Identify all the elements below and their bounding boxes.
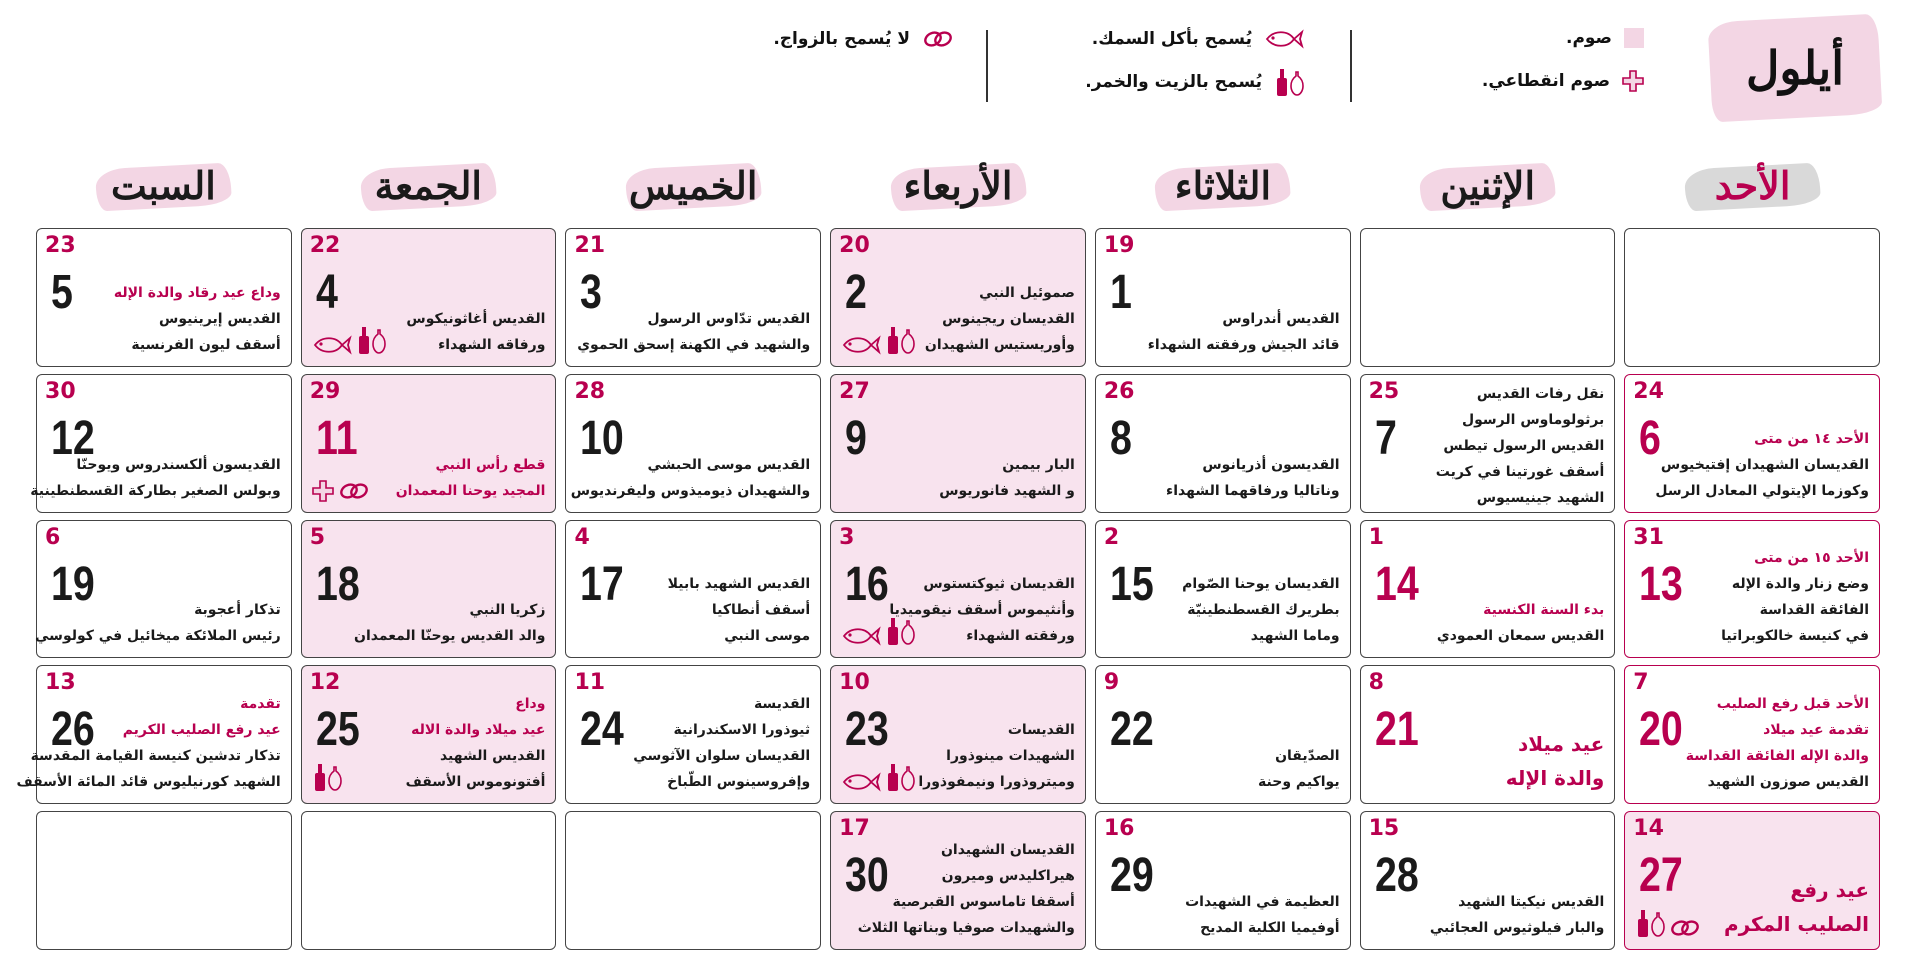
day-text-line: القديسان يوحنا الصّوام [1182, 576, 1340, 593]
day-text [1695, 545, 1869, 649]
day-text-line: عيد رفع الصليب الكريم [122, 722, 281, 739]
day-text-line: القديس الشهيد بابيلا [667, 576, 811, 593]
julian-date: 13 [45, 670, 76, 696]
day-text [1166, 571, 1340, 649]
legend-fish [1092, 28, 1304, 50]
fish-icon [312, 334, 352, 356]
day-text [1685, 691, 1869, 795]
julian-date: 21 [574, 233, 606, 258]
day-text-line: القديسة [753, 696, 811, 713]
julian-date: 15 [1368, 816, 1400, 842]
day-text-line: القديس الرسول تيطس [1443, 437, 1605, 454]
oil-wine-icon [356, 324, 386, 356]
empty-day-cell [36, 811, 292, 950]
julian-date: 24 [1633, 378, 1664, 404]
day-text-line: القديس إيرينيوس [159, 310, 281, 327]
weekday-header-row [36, 150, 1880, 220]
day-cell [1095, 811, 1351, 950]
day-text-line: تقدمة عيد ميلاد [1763, 722, 1869, 739]
day-text-line: القديس تدّاوس الرسول [647, 310, 811, 327]
strict-fasting-icon [1622, 70, 1644, 92]
empty-day-cell [301, 811, 557, 950]
day-cell [36, 228, 292, 367]
day-text [918, 717, 1075, 795]
weekday-tuesday: الثلاثاء [1095, 150, 1350, 220]
day-text-line: القديسان الشهيدان إفتيخيوس [1660, 456, 1869, 473]
day-text [1166, 889, 1340, 941]
julian-date: 6 [45, 524, 61, 550]
day-text-line: القديسون ألكسندروس ويوحنّا [76, 456, 281, 473]
gregorian-date: 8 [1109, 411, 1132, 465]
day-text-line: الصدّيقان [1275, 748, 1340, 765]
julian-date: 30 [45, 378, 76, 404]
day-text [577, 306, 811, 358]
day-cell [301, 520, 557, 659]
gregorian-date: 21 [1374, 703, 1419, 757]
day-text-line: وداع [515, 696, 546, 713]
day-text-line: القديس أغاثونيكوس [406, 310, 546, 327]
julian-date: 9 [1103, 670, 1120, 696]
day-text [35, 597, 281, 649]
day-text [392, 452, 546, 504]
day-cell [36, 520, 292, 659]
day-text-line: هيراكليدس وميرون [941, 868, 1075, 884]
fasting-swatch-icon [1624, 28, 1644, 48]
day-text-line: أسقف غورتينا في كريت [1435, 463, 1605, 480]
day-cell [1095, 520, 1351, 659]
day-text-line: والد القديس يوحنّا المعمدان [354, 628, 546, 645]
day-text-line: عيد ميلاد [1517, 732, 1605, 757]
day-text-line: والبار فيلوثيوس العجائبي [1429, 920, 1605, 936]
gregorian-date: 9 [845, 411, 868, 465]
day-text-line: تذكار تدشين كنيسة القيامة المقدسة [30, 748, 281, 765]
day-cell [1624, 665, 1880, 804]
julian-date: 14 [1633, 816, 1664, 842]
day-text-line: أسقف ليون الفرنسية [131, 336, 281, 353]
day-text-line: عيد ميلاد والدة الاله [411, 722, 546, 739]
day-text-line: القديسان ثيوكتستوس [923, 576, 1075, 593]
day-text-line: عيد رفع [1790, 878, 1869, 902]
day-text [392, 306, 546, 358]
julian-date: 10 [839, 670, 870, 696]
julian-date: 22 [309, 233, 341, 258]
day-cell [830, 665, 1086, 804]
day-text-line: أفتونوموس الأسقف [405, 774, 546, 791]
julian-date: 16 [1103, 816, 1135, 842]
day-text-line: القديس نيكيتا الشهيد [1458, 894, 1605, 910]
day-text [636, 571, 810, 649]
gregorian-date: 29 [1109, 849, 1154, 903]
gregorian-date: 24 [580, 703, 625, 757]
julian-date: 1 [1368, 524, 1384, 550]
calendar-grid [16, 228, 1880, 950]
day-cell [1360, 520, 1616, 659]
legend-divider [986, 30, 988, 102]
day-text-line: ورفقته الشهداء [966, 628, 1075, 645]
day-text-line: وبولس الصغير بطاركة القسطنطينية [30, 482, 281, 499]
day-text-line: وماما الشهيد [1250, 628, 1340, 645]
gregorian-date: 3 [580, 266, 603, 319]
julian-date: 5 [309, 524, 326, 550]
empty-day-cell [1360, 228, 1616, 367]
day-text-line: القديسان سلوان الآثوسي [633, 748, 811, 765]
day-text-line: و الشهيد فانوريوس [939, 482, 1075, 499]
day-cell [30, 374, 292, 513]
day-text-line: يواكيم وحنة [1258, 774, 1340, 791]
weekday-saturday: السبت [36, 150, 291, 220]
day-text [921, 280, 1075, 358]
day-cell [830, 374, 1086, 513]
day-text-line: الأحد ١٤ من متى [1754, 430, 1869, 447]
day-icons [841, 324, 915, 356]
weekday-sunday: الأحد [1625, 150, 1880, 220]
oil-wine-icon [1635, 907, 1665, 939]
day-text-line: القديس موسى الحبشي [647, 456, 811, 473]
day-text-line: وميتروذورا ونيمفوذورا [918, 774, 1075, 791]
day-text-line: وضع زنار والدة الإله [1731, 576, 1869, 593]
day-text-line: أسقف أنطاكيا [711, 602, 811, 619]
day-text-line: موسى النبي [724, 628, 811, 645]
day-cell [1624, 811, 1880, 950]
day-text-line: الأحد قبل رفع الصليب [1716, 696, 1869, 713]
day-text-line: الأحد ١٥ من متى [1754, 550, 1869, 567]
oil-wine-icon [885, 324, 915, 356]
legend-no-marriage [773, 28, 954, 50]
gregorian-date: 13 [1639, 557, 1684, 611]
day-cell [16, 665, 292, 804]
gregorian-date: 15 [1109, 557, 1154, 611]
gregorian-date: 22 [1109, 703, 1154, 757]
fish-icon [841, 771, 881, 793]
day-cell [1095, 665, 1351, 804]
day-text-line: البار بيمين [1002, 456, 1075, 473]
legend-oil-wine-label: يُسمح بالزيت والخمر. [1085, 72, 1262, 92]
julian-date: 31 [1633, 524, 1664, 550]
gregorian-date: 18 [315, 557, 360, 611]
julian-date: 26 [1103, 378, 1135, 404]
strict-fasting-icon [312, 480, 334, 502]
day-text-line: والشهيدان ذيوميذوس وليفرنديوس [570, 482, 811, 499]
day-text-line: العظيمة في الشهيدات [1185, 894, 1340, 910]
gregorian-date: 16 [845, 557, 889, 611]
day-text-line: برثولوماوس الرسول [1461, 411, 1605, 428]
legend-fasting [1566, 28, 1644, 48]
julian-date: 28 [574, 378, 606, 404]
gregorian-date: 11 [315, 411, 358, 465]
day-icons [1635, 907, 1701, 939]
julian-date: 3 [839, 524, 855, 550]
day-text-line: الصليب المكرم [1723, 912, 1869, 936]
day-text-line: القديسون أذريانوس [1202, 456, 1340, 473]
weekday-friday: الجمعة [301, 150, 556, 220]
day-text-line: وكوزما الإيتولي المعادل الرسل [1655, 482, 1869, 499]
day-text [1655, 426, 1869, 504]
gregorian-date: 10 [580, 411, 625, 465]
day-text [1166, 452, 1340, 504]
day-text-line: الشهيدات مينوذورا [946, 748, 1075, 765]
day-text [901, 452, 1075, 504]
day-text [30, 452, 281, 504]
julian-date: 2 [1103, 524, 1120, 550]
day-text [1431, 889, 1605, 941]
day-cell [301, 665, 557, 804]
day-cell [1095, 228, 1351, 367]
day-text-line: تذكار أعجوبة [194, 602, 281, 619]
rings-icon [338, 480, 370, 502]
day-text-line: تقدمة [240, 696, 281, 713]
gregorian-date: 19 [51, 557, 95, 611]
day-cell [830, 811, 1086, 950]
month-title-block [1710, 18, 1880, 118]
day-cell [1360, 811, 1616, 950]
day-icons [312, 324, 386, 356]
day-cell [301, 374, 557, 513]
weekday-thursday: الخميس [566, 150, 821, 220]
day-cell [565, 520, 821, 659]
julian-date: 25 [1368, 378, 1400, 404]
gregorian-date: 14 [1374, 557, 1419, 611]
gregorian-date: 1 [1109, 266, 1132, 319]
fish-icon [1264, 28, 1304, 50]
oil-wine-icon [885, 761, 915, 793]
julian-date: 27 [839, 378, 870, 404]
oil-wine-icon [312, 761, 342, 793]
day-text [1461, 727, 1605, 795]
day-text-line: رئيس الملائكة ميخائيل في كولوسي [35, 628, 281, 645]
julian-date: 29 [309, 378, 341, 404]
gregorian-date: 20 [1639, 703, 1684, 757]
day-text-line: صموئيل النبي [979, 284, 1075, 301]
gregorian-date: 17 [580, 557, 625, 611]
gregorian-date: 6 [1639, 411, 1662, 465]
legend-strict-fasting [1482, 70, 1644, 92]
julian-date: 7 [1633, 670, 1649, 696]
weekday-monday: الإثنين [1360, 150, 1615, 220]
gregorian-date: 26 [51, 703, 95, 757]
julian-date: 4 [574, 524, 590, 550]
legend-oil-wine [1085, 66, 1304, 98]
day-text [1431, 597, 1605, 649]
weekday-wednesday: الأربعاء [831, 150, 1086, 220]
gregorian-date: 27 [1639, 849, 1684, 903]
day-text-line: القديس صوزون الشهيد [1707, 774, 1869, 791]
day-text-line: قائد الجيش ورفقته الشهداء [1147, 336, 1340, 353]
gregorian-date: 7 [1374, 411, 1397, 465]
day-text [1147, 306, 1340, 358]
day-text-line: والدة الإله [1505, 766, 1605, 791]
day-text-line: والشهيدات صوفيا وبناتها الثلاث [857, 920, 1075, 936]
day-cell [830, 228, 1086, 367]
julian-date: 12 [309, 670, 341, 696]
day-text-line: القديسان ريجينوس [942, 310, 1075, 327]
day-text-line: القديسات [1007, 722, 1075, 739]
day-text-line: والشهيد في الكهنة إسحق الحموي [577, 336, 811, 353]
day-cell [565, 374, 821, 513]
day-text [570, 452, 811, 504]
empty-day-cell [565, 811, 821, 950]
gregorian-date: 30 [845, 849, 889, 903]
day-text [1166, 743, 1340, 795]
month-title: أيلول [1746, 41, 1844, 95]
day-cell [830, 520, 1086, 659]
day-text-line: الشهيد جينيسيوس [1476, 489, 1605, 506]
julian-date: 23 [45, 233, 76, 258]
fish-icon [841, 334, 881, 356]
empty-day-cell [1624, 228, 1880, 367]
day-text-line: نقل رفات القديس [1476, 385, 1605, 402]
day-text-line: قطع رأس النبي [435, 456, 546, 473]
julian-date: 19 [1103, 233, 1135, 258]
rings-icon [922, 28, 954, 50]
day-cell [1624, 374, 1880, 513]
day-text [1725, 873, 1869, 941]
day-text [889, 571, 1075, 649]
rings-icon [1669, 917, 1701, 939]
legend-divider [1350, 30, 1352, 102]
gregorian-date: 23 [845, 703, 889, 757]
day-cell [565, 665, 821, 804]
day-text-line: وإفروسينوس الطّباخ [667, 774, 811, 791]
day-icons [312, 480, 370, 502]
day-text [392, 691, 546, 795]
julian-date: 20 [839, 233, 870, 258]
gregorian-date: 4 [315, 266, 338, 319]
day-cell [1624, 520, 1880, 659]
day-text-line: ثيوذورا الاسكندرانية [673, 722, 811, 739]
day-text-line: بدء السنة الكنسية [1483, 602, 1605, 619]
day-text-line: وأنثيموس أسقف نيقوميديا [889, 602, 1075, 619]
gregorian-date: 5 [51, 266, 73, 319]
day-text-line: الفائقة القداسة [1759, 602, 1869, 619]
day-text-line: المجيد يوحنا المعمدان [395, 482, 546, 499]
day-cell [301, 228, 557, 367]
day-text-line: ورفاقه الشهداء [438, 336, 546, 353]
gregorian-date: 28 [1374, 849, 1419, 903]
day-text-line: وأوريستيس الشهيدان [924, 336, 1075, 353]
day-icons [312, 761, 342, 793]
day-text [354, 597, 546, 649]
julian-date: 8 [1368, 670, 1384, 696]
day-text [107, 280, 281, 358]
day-text-line: القديس سمعان العمودي [1436, 628, 1605, 645]
gregorian-date: 12 [51, 411, 95, 465]
legend-fish-label: يُسمح بأكل السمك. [1091, 29, 1252, 49]
day-text-line: القديسان الشهيدان [940, 842, 1075, 858]
day-cell [1360, 665, 1616, 804]
day-text [633, 691, 811, 795]
day-icons [841, 761, 915, 793]
julian-date: 17 [839, 816, 870, 842]
day-cell [565, 228, 821, 367]
legend-no-marriage-label: لا يُسمح بالزواج. [773, 29, 910, 49]
day-text-line: وناتاليا ورفاقهما الشهداء [1166, 482, 1340, 499]
legend-fasting-label: صوم. [1565, 28, 1612, 48]
legend-strict-fasting-label: صوم انقطاعي. [1481, 71, 1610, 91]
day-text-line: القديس أندراوس [1222, 310, 1340, 327]
day-text-line: زكريا النبي [469, 602, 546, 619]
julian-date: 11 [574, 670, 606, 696]
day-text-line: الشهيد كورنيليوس قائد المائة الأسقف [16, 774, 281, 791]
fish-icon [841, 625, 881, 647]
day-text-line: أسقفا تاماسوس القبرصية [892, 894, 1075, 910]
day-cell [1360, 374, 1616, 513]
gregorian-date: 25 [315, 703, 360, 757]
day-text-line: بطريرك القسطنطينيّة [1187, 602, 1340, 619]
day-text [1435, 381, 1605, 511]
day-text-line: أوفيميا الكلية المديح [1200, 920, 1340, 936]
gregorian-date: 2 [845, 266, 868, 319]
day-text-line: والدة الإله الفائقة القداسة [1685, 748, 1869, 765]
day-text-line: القديس الشهيد [439, 748, 546, 765]
oil-wine-icon [1274, 66, 1304, 98]
day-text-line: وداع عيد رقاد والدة الإله [113, 284, 281, 301]
day-cell [1095, 374, 1351, 513]
day-text-line: في كنيسة خالكوبراتيا [1721, 628, 1869, 645]
